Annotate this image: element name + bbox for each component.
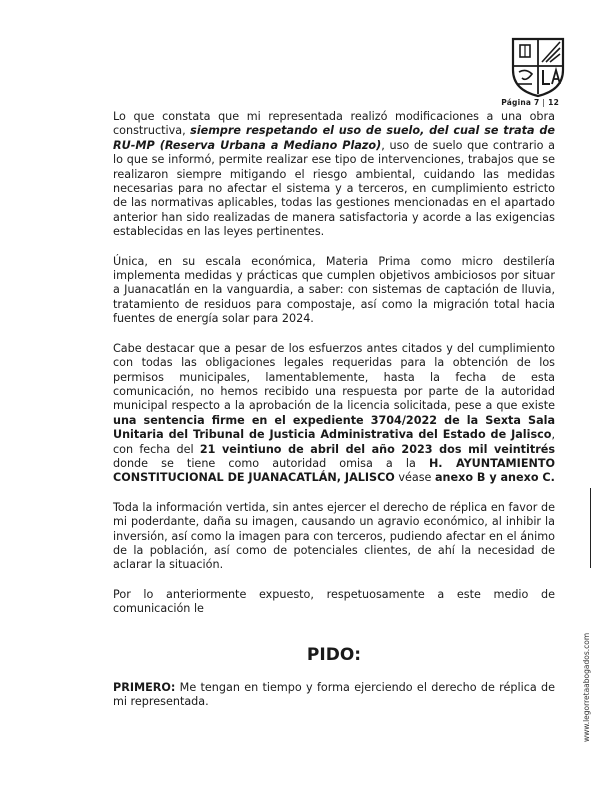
authority-name: H. AYUNTAMIENTO CONSTITUCIONAL DE JUANACATLÁN, JALISCO	[113, 456, 555, 485]
side-margin-rule	[590, 488, 591, 568]
paragraph-3-text-a: Cabe destacar que a pesar de los esfuerzos antes citados y del cumplimiento con todas las obligaciones legales requeridas para la obtención de los permisos municipales, lamentablemente, hasta la fecha de esta comunicación, no hemos recibido una respuesta por parte de la autoridad municipal respecto a la aprobación de la licencia solicitada, pese a que existe	[113, 341, 555, 413]
document-body	[113, 110, 555, 724]
paragraph-primero	[113, 681, 555, 710]
sentence-date: 21 veintiuno de abril del año 2023 dos mil veintitrés	[199, 442, 555, 456]
paragraph-3-text-c: donde se tiene como autoridad omisa a la	[113, 456, 429, 470]
firm-crest-logo	[510, 36, 566, 98]
annex-reference: anexo B y anexo C.	[435, 471, 555, 485]
land-use-emphasis: siempre respetando el uso de suelo, del cual se trata de RU-MP (Reserva Urbana a Mediano Plazo)	[113, 124, 555, 152]
sentence-reference: una sentencia firme en el expediente 3704/2022 de la Sexta Sala Unitaria del Tribunal de Justicia Administrativa del Estado de Jalisco	[113, 413, 555, 442]
primero-label: PRIMERO:	[113, 680, 176, 694]
paragraph-3-text-d: véase	[394, 471, 435, 485]
paragraph-1	[113, 110, 555, 240]
page-number	[0, 98, 559, 107]
paragraph-4: Toda la información vertida, sin antes ejercer el derecho de réplica en favor de mi poderdante, daña su imagen, causando un agravio económico, al inhibir la inversión, así como la imagen para con terceros, pudiendo afectar en el ánimo de la población, así como de potenciales clientes, de ahí la necesidad de aclarar la situación.	[113, 500, 555, 572]
primero-text: Me tengan en tiempo y forma ejerciendo el derecho de réplica de mi representada.	[113, 680, 555, 708]
paragraph-3	[113, 342, 555, 486]
page-label: Página 7	[501, 98, 540, 107]
firm-website-url: www.legorretaabogados.com	[582, 632, 591, 742]
paragraph-5: Por lo anteriormente expuesto, respetuosamente a este medio de comunicación le	[113, 587, 555, 616]
paragraph-2: Única, en su escala económica, Materia Prima como micro destilería implementa medidas y prácticas que cumplen objetivos ambiciosos por situar a Juanacatlán en la vanguardia, a saber: con sistemas de captación de lluvia, tratamiento de residuos para compostaje, así como la migración total hacia fuentes de energía solar para 2024.	[113, 254, 555, 326]
paragraph-3-text-b: , con fecha del	[113, 428, 555, 456]
paragraph-1-text-b: , uso de suelo que contrario a lo que se informó, permite realizar ese tipo de intervenciones, trabajos que se realizaron siempre mitigando el riesgo ambiental, cuidando las medidas necesarias para no afectar el sistema y a terceros, en cumplimiento estricto de las normativas aplicables, todas las gestiones mencionadas en el apartado anterior han sido realizadas de manera satisfactoria y acorde a las exigencias establecidas en las leyes pertinentes.	[113, 138, 555, 239]
page-separator: |	[542, 98, 546, 107]
paragraph-1-text-a: Lo que constata que mi representada realizó modificaciones a una obra constructiva,	[113, 110, 555, 138]
pido-heading: PIDO:	[306, 644, 362, 665]
page-total: 12	[548, 98, 559, 107]
